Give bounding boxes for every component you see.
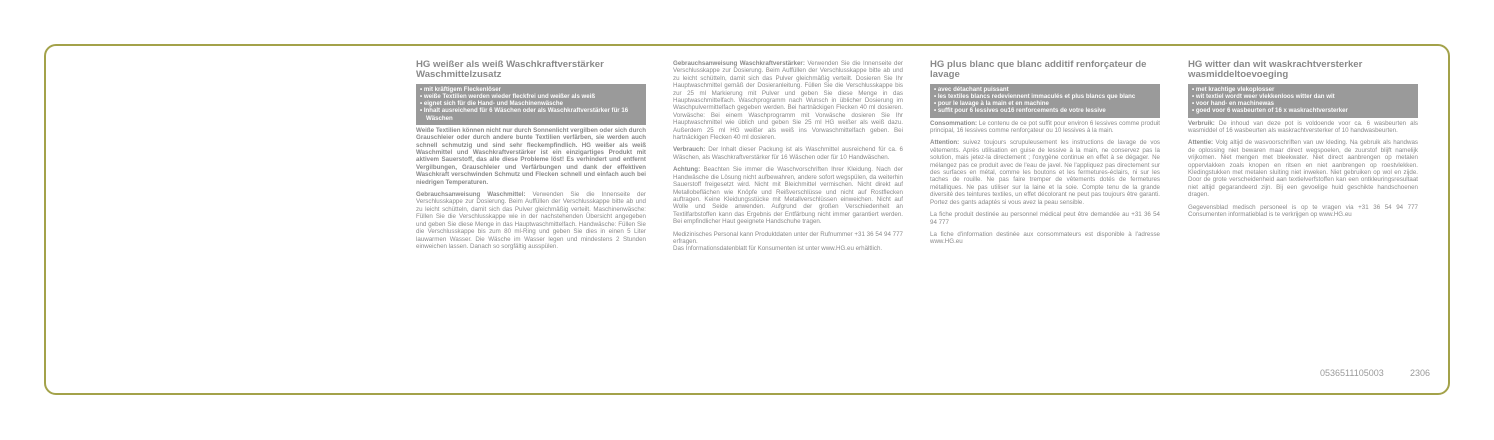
benefit-item: • goed voor 6 wasbeurten of 16 x waskrachtversterker [1192, 107, 1348, 115]
intro-text: Weiße Textilien können nicht nur durch Sonnenlicht vergilben oder sich durch Grauschleier oder durch andere bunte Textilien verfärben, sie werden auch schnell schmutzig und sind sehr fleckempfindlich. HG weißer als weiß Waschmittel und Waschkraftverstärker ist ein einzigartiges Produkt mit aktivem Sauerstoff, das alle diese Probleme löst! Es verhindert und entfernt Vergilbungen, Grauschleier und Verfärbungen und dank der effektiven Waschkraft verschwinden Schmutz und Flecken schnell und einfach auch bei niedrigen Temperaturen. [416, 126, 646, 186]
usage-text: Verwenden Sie die Innenseite der Verschlusskappe zur Dosierung. Beim Auffüllen der Verschlusskappe bitte ab und zu leicht schütteln, damit sich das Pulver gleichmäßig verteilt. Dosieren Sie Ihr Hauptwaschmittel gemäß der Dosieranleitung. Füllen Sie die Verschlusskappe bis zur 25 ml Markierung mit Pulver und geben Sie diese Menge in das Hauptwaschmittelfach. Waschprogramm nach Wunsch in üblicher Dosierung im Waschpulvermittelfach gegeben werden. Bei hartnäckigen Flecken 40 ml dosieren. Vorwäsche: Bei einem Waschprogramm mit Vorwäsche dosieren Sie Ihr Hauptwaschmittel wie üblich und geben Sie 25 ml HG weißer als weiß dazu. Außerdem 25 ml HG weißer als weiß ins Vorwaschmittelfach geben. Bei hartnäckigen Flecken 40 ml dosieren. [673, 60, 903, 142]
info-text: Das Informationsdatenblatt für Konsumenten ist unter www.HG.eu erhältlich. [673, 245, 883, 253]
warning-paragraph [1188, 139, 1418, 198]
consumption-label: Verbruik: [1188, 119, 1215, 127]
title-french: HG plus blanc que blanc additif renforçateur de lavage [930, 59, 1147, 81]
consumption-paragraph [673, 146, 903, 161]
benefit-item: • mit kräftigem Fleckenlöser [420, 85, 502, 93]
usage-label: Gebrauchsanweisung Waschkraftverstärker: [673, 60, 805, 67]
column-german [416, 60, 646, 255]
column-german-continued [673, 60, 903, 258]
medical-text: La fiche produit destinée au personnel médical peut être demandée au +31 36 54 94 777 [930, 211, 1160, 226]
consumption-label: Verbrauch: [673, 146, 706, 154]
warning-label: Attention: [930, 139, 960, 147]
warning-text: suivez toujours scrupuleusement les instructions de lavage de vos vêtements. Après utilisation en guise de lessive à la main, ne conservez pas la solution, mais jetez-la directement ; l'oxygène continue en effet à se dégager. Ne mélangez pas ce produit avec de l'eau de javel. Ne l'appliquez pas directement sur des surfaces en métal, comme les boutons et les fermetures-éclairs, ni sur les taches de rouille. Ne pas faire tremper de vêtements dotés de fermetures métalliques. Ne pas utiliser sur la laine et la soie. Compte tenu de la grande diversité des teintures textiles, un effet décolorant ne peut pas toujours être garanti. Portez des gants adaptés si vous avez la peau sensible. [930, 139, 1160, 206]
medical-text: Medizinisches Personal kann Produktdaten unter der Rufnummer +31 36 54 94 777 erfragen. [673, 230, 903, 245]
benefits-box-dutch [1188, 84, 1418, 118]
benefit-item: • voor hand- en machinewas [1192, 100, 1275, 108]
usage-text: Verwenden Sie die Innenseite der Verschlusskappe zur Dosierung. Beim Auffüllen der Verschlusskappe bitte ab und zu leicht schütteln, damit sich das Pulver gleichmäßig verteilt. Maschinenwäsche: Füllen Sie die Verschlusskappe wie in der nachstehenden Übersicht angegeben und geben Sie diese Menge in das Hauptwaschmittelfach. Handwäsche: Füllen Sie die Verschlusskappe bis zum 80 ml-Ring und geben Sie dies in einen 5 Liter lauwarmen Wasser. Die Wäsche im Wasser legen und mindestens 2 Stunden einweichen lassen. Danach so sorgfältig ausspülen. [416, 191, 646, 250]
benefit-item: • avec détachant puissant [934, 85, 1009, 93]
version-number: 2306 [1410, 368, 1431, 378]
medical-text: Gegevensblad medisch personeel is op te vragen via +31 36 54 94 777 Consumenten informatieblad is te verkrijgen op www.HG.eu [1188, 203, 1418, 219]
benefit-item: • met krachtige vlekoplosser [1192, 85, 1275, 93]
benefit-item: • pour le lavage à la main et en machine [934, 100, 1049, 108]
consumption-text: Le contenu de ce pot suffit pour environ 6 lessives comme produit principal, 16 lessives comme renforçateur ou 10 lessives à la main. [930, 119, 1160, 135]
benefit-item: • eignet sich für die Hand- und Maschinenwäsche [420, 100, 563, 108]
title-german: HG weißer als weiß Waschkraftverstärker Waschmittelzusatz [416, 59, 604, 81]
benefit-item: • les textiles blancs redeviennent immaculés et plus blancs que blanc [934, 93, 1136, 101]
warning-label: Achtung: [673, 166, 701, 174]
benefits-box-german [416, 84, 646, 125]
info-text: La fiche d'information destinée aux consommateurs est disponible à l'adresse www.HG.eu [930, 230, 1160, 246]
column-french [930, 60, 1160, 251]
warning-paragraph [930, 139, 1160, 206]
column-dutch [1188, 60, 1418, 224]
consumption-paragraph [1188, 120, 1418, 135]
warning-label: Attentie: [1188, 139, 1214, 147]
benefits-box-french [930, 84, 1160, 118]
benefit-item: • Inhalt ausreichend für 6 Wäschen oder als Waschkraftverstärker für 16 Wäschen [420, 107, 629, 122]
consumption-label: Consommation: [930, 119, 978, 127]
warning-text: Volg altijd de wasvoorschriften van uw kleding. Na gebruik als handwas de oplossing niet bewaren maar direct wegspoelen, de zuurstof blijft namelijk vrijkomen. Niet mengen met bleekwater. Niet direct aanbrengen op metalen oppervlakken zoals knopen en ritsen en niet aanbrengen op roestvlekken. Kledingstukken met metalen sluiting niet inweken. Niet gebruiken op wol en zijde. Door de grote verscheidenheid aan textielverfstoffen kan een ontkleuringsresultaat niet altijd gegarandeerd zijn. Bij een gevoelige huid geschikte handschoenen dragen. [1188, 139, 1418, 199]
consumption-text: De inhoud van deze pot is voldoende voor ca. 6 wasbeurten als wasmiddel of 16 wasbeurten als waskrachtversterker of 10 handwasbeurten. [1188, 119, 1418, 135]
consumption-text: Der Inhalt dieser Packung ist als Waschmittel ausreichend für ca. 6 Wäschen, als Waschkraftverstärker für 16 Wäschen oder für 10 Handwäschen. [673, 146, 903, 161]
consumption-paragraph [930, 120, 1160, 135]
warning-text: Beachten Sie immer die Waschvorschriften Ihrer Kleidung. Nach der Handwäsche die Lösung nicht aufbewahren, andere sofort wegspülen, da weiterhin Sauerstoff freigesetzt wird. Nicht mit Bleichmittel vermischen. Nicht direkt auf Metallobeflächen wie Knöpfe und Reißverschlüsse und nicht auf Rostflecken auftragen. Keine Kleidungsstücke mit Metallverschlüssen einweichen. Nicht auf Wolle und Seide anwenden. Aufgrund der großen Verschiedenheit an Textilfarbstoffen kann das Ergebnis der Entfärbung nicht immer garantiert werden. Bei empfindlicher Haut geeignete Handschuhe tragen. [673, 166, 903, 226]
benefit-item: • wit textiel wordt weer vlekkenloos witter dan wit [1192, 93, 1335, 101]
warning-paragraph [673, 166, 903, 225]
usage-paragraph [416, 191, 646, 250]
title-dutch: HG witter dan wit waskrachtversterker wasmiddeltoevoeging [1188, 59, 1363, 81]
benefit-item: • weiße Textilien werden wieder fleckfrei und weißer als weiß [420, 93, 596, 101]
usage-label: Gebrauchsanweisung Waschmittel: [416, 191, 526, 199]
benefit-item: • suffit pour 6 lessives ou16 renforcements de votre lessive [934, 107, 1106, 115]
usage-booster-paragraph [673, 60, 903, 141]
article-code: 0536511105003 [1320, 368, 1384, 378]
